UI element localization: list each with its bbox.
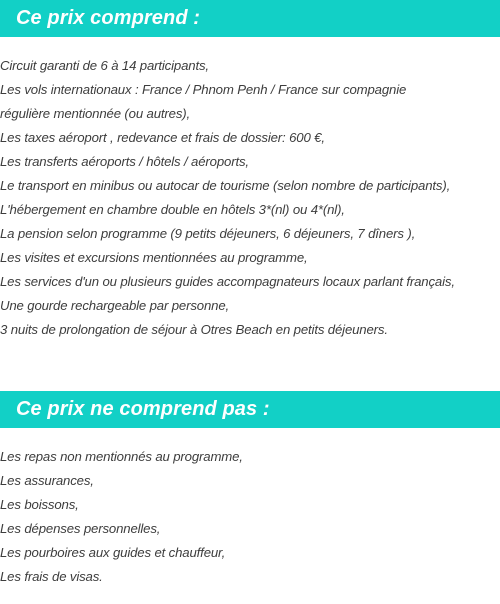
- included-list: [0, 54, 500, 342]
- included-section-title: Ce prix comprend :: [16, 7, 201, 29]
- list-item: Les assurances,: [0, 473, 94, 488]
- list-item: Les transferts aéroports / hôtels / aéroports,: [0, 154, 249, 169]
- excluded-section-header: [0, 391, 500, 428]
- list-item: Les frais de visas.: [0, 569, 103, 584]
- list-item: Les vols internationaux : France / Phnom Penh / France sur compagnie: [0, 82, 407, 97]
- list-item: L'hébergement en chambre double en hôtels 3*(nl) ou 4*(nl),: [0, 202, 345, 217]
- list-item: Les visites et excursions mentionnées au programme,: [0, 250, 308, 265]
- list-item: Les taxes aéroport , redevance et frais de dossier: 600 €,: [0, 130, 325, 145]
- list-item: 3 nuits de prolongation de séjour à Otres Beach en petits déjeuners.: [0, 322, 388, 337]
- list-item: Les services d'un ou plusieurs guides accompagnateurs locaux parlant français,: [0, 274, 455, 289]
- included-section-header: [0, 0, 500, 37]
- list-item: Une gourde rechargeable par personne,: [0, 298, 230, 313]
- list-item: Les repas non mentionnés au programme,: [0, 449, 243, 464]
- list-item: Les dépenses personnelles,: [0, 521, 161, 536]
- excluded-section-title: Ce prix ne comprend pas :: [16, 398, 270, 420]
- excluded-list: [0, 445, 500, 589]
- list-item: Circuit garanti de 6 à 14 participants,: [0, 58, 209, 73]
- list-item: Le transport en minibus ou autocar de tourisme (selon nombre de participants),: [0, 178, 451, 193]
- list-item: Les boissons,: [0, 497, 79, 512]
- list-item: Les pourboires aux guides et chauffeur,: [0, 545, 226, 560]
- list-item: régulière mentionnée (ou autres),: [0, 106, 191, 121]
- list-item: La pension selon programme (9 petits déjeuners, 6 déjeuners, 7 dîners ),: [0, 226, 416, 241]
